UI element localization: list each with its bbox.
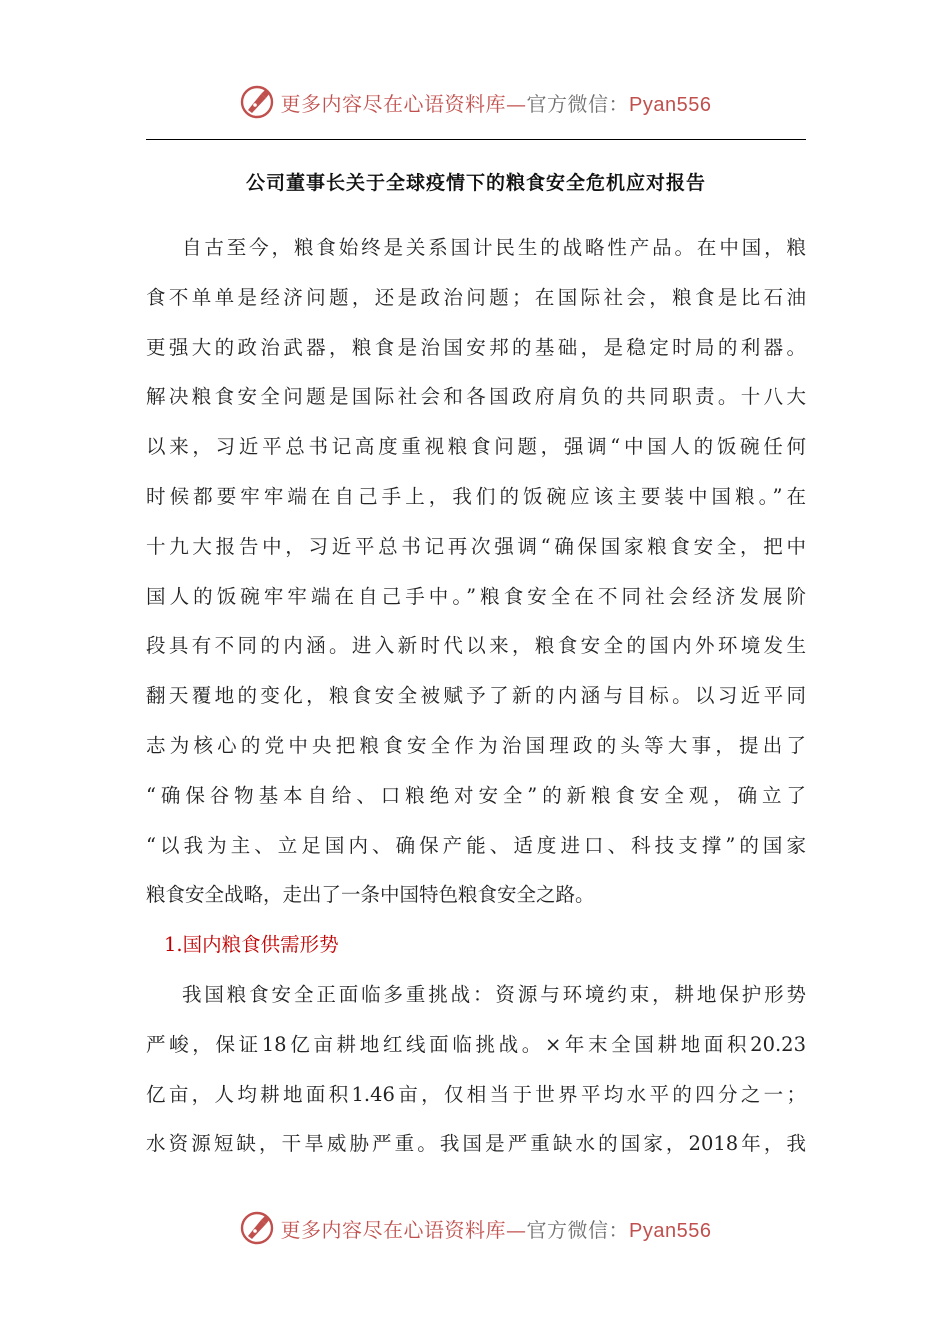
header-divider (146, 139, 806, 140)
header-banner-main: 更多内容尽在心语资料库— (280, 91, 527, 116)
paragraph1-line: 粮食安全战略，走出了一条中国特色粮食安全之路。 (146, 883, 595, 907)
footer-banner-main: 更多内容尽在心语资料库— (280, 1217, 527, 1242)
paragraph1-line: 解决粮食安全问题是国际社会和各国政府肩负的共同职责。十八大 (146, 385, 806, 409)
header-banner (0, 80, 950, 124)
paragraph2-line: 水资源短缺，干旱威胁严重。我国是严重缺水的国家，2018年，我 (146, 1132, 806, 1156)
paragraph1-line: 以来，习近平总书记高度重视粮食问题，强调“中国人的饭碗任何 (146, 435, 806, 459)
footer-banner-text (281, 1214, 712, 1243)
footer-banner (0, 1206, 950, 1250)
paragraph1-line: 志为核心的党中央把粮食安全作为治国理政的头等大事，提出了 (146, 733, 806, 757)
paragraph2-line: 我国粮食安全正面临多重挑战：资源与环境约束，耕地保护形势 (182, 982, 806, 1006)
header-banner-text (281, 88, 712, 117)
footer-banner-wechat: 官方微信： (526, 1217, 630, 1242)
paragraph1-line: 翻天覆地的变化，粮食安全被赋予了新的内涵与目标。以习近平同 (146, 684, 806, 708)
paragraph1-line: 段具有不同的内涵。进入新时代以来，粮食安全的国内外环境发生 (146, 634, 806, 658)
paragraph1-line: 食不单单是经济问题，还是政治问题；在国际社会，粮食是比石油 (146, 285, 806, 309)
paragraph2-line: 严峻，保证18亿亩耕地红线面临挑战。×年末全国耕地面积20.23 (146, 1032, 806, 1056)
paragraph1-line: 更强大的政治武器，粮食是治国安邦的基础，是稳定时局的利器。 (146, 335, 806, 359)
section1-heading: 1.国内粮食供需形势 (164, 933, 339, 957)
header-banner-id: Pyan556 (629, 93, 712, 116)
pen-nib-logo-icon (239, 84, 275, 120)
paragraph2-line: 亿亩，人均耕地面积1.46亩，仅相当于世界平均水平的四分之一； (146, 1082, 806, 1106)
paragraph1-line: 十九大报告中，习近平总书记再次强调“确保国家粮食安全，把中 (146, 534, 806, 558)
footer-banner-id: Pyan556 (629, 1219, 712, 1242)
paragraph1-line: 时候都要牢牢端在自己手上，我们的饭碗应该主要装中国粮。”在 (146, 484, 806, 508)
paragraph1-line: 自古至今，粮食始终是关系国计民生的战略性产品。在中国，粮 (182, 236, 806, 259)
paragraph1-line: 国人的饭碗牢牢端在自己手中。”粮食安全在不同社会经济发展阶 (146, 584, 806, 608)
pen-nib-logo-icon (239, 1210, 275, 1246)
header-banner-wechat: 官方微信： (526, 91, 630, 116)
paragraph1-line: “确保谷物基本自给、口粮绝对安全”的新粮食安全观，确立了 (146, 783, 806, 807)
document-body (146, 228, 806, 1174)
paragraph1-line: “以我为主、立足国内、确保产能、适度进口、科技支撑”的国家 (146, 833, 806, 857)
document-title: 公司董事长关于全球疫情下的粮食安全危机应对报告 (245, 172, 706, 194)
